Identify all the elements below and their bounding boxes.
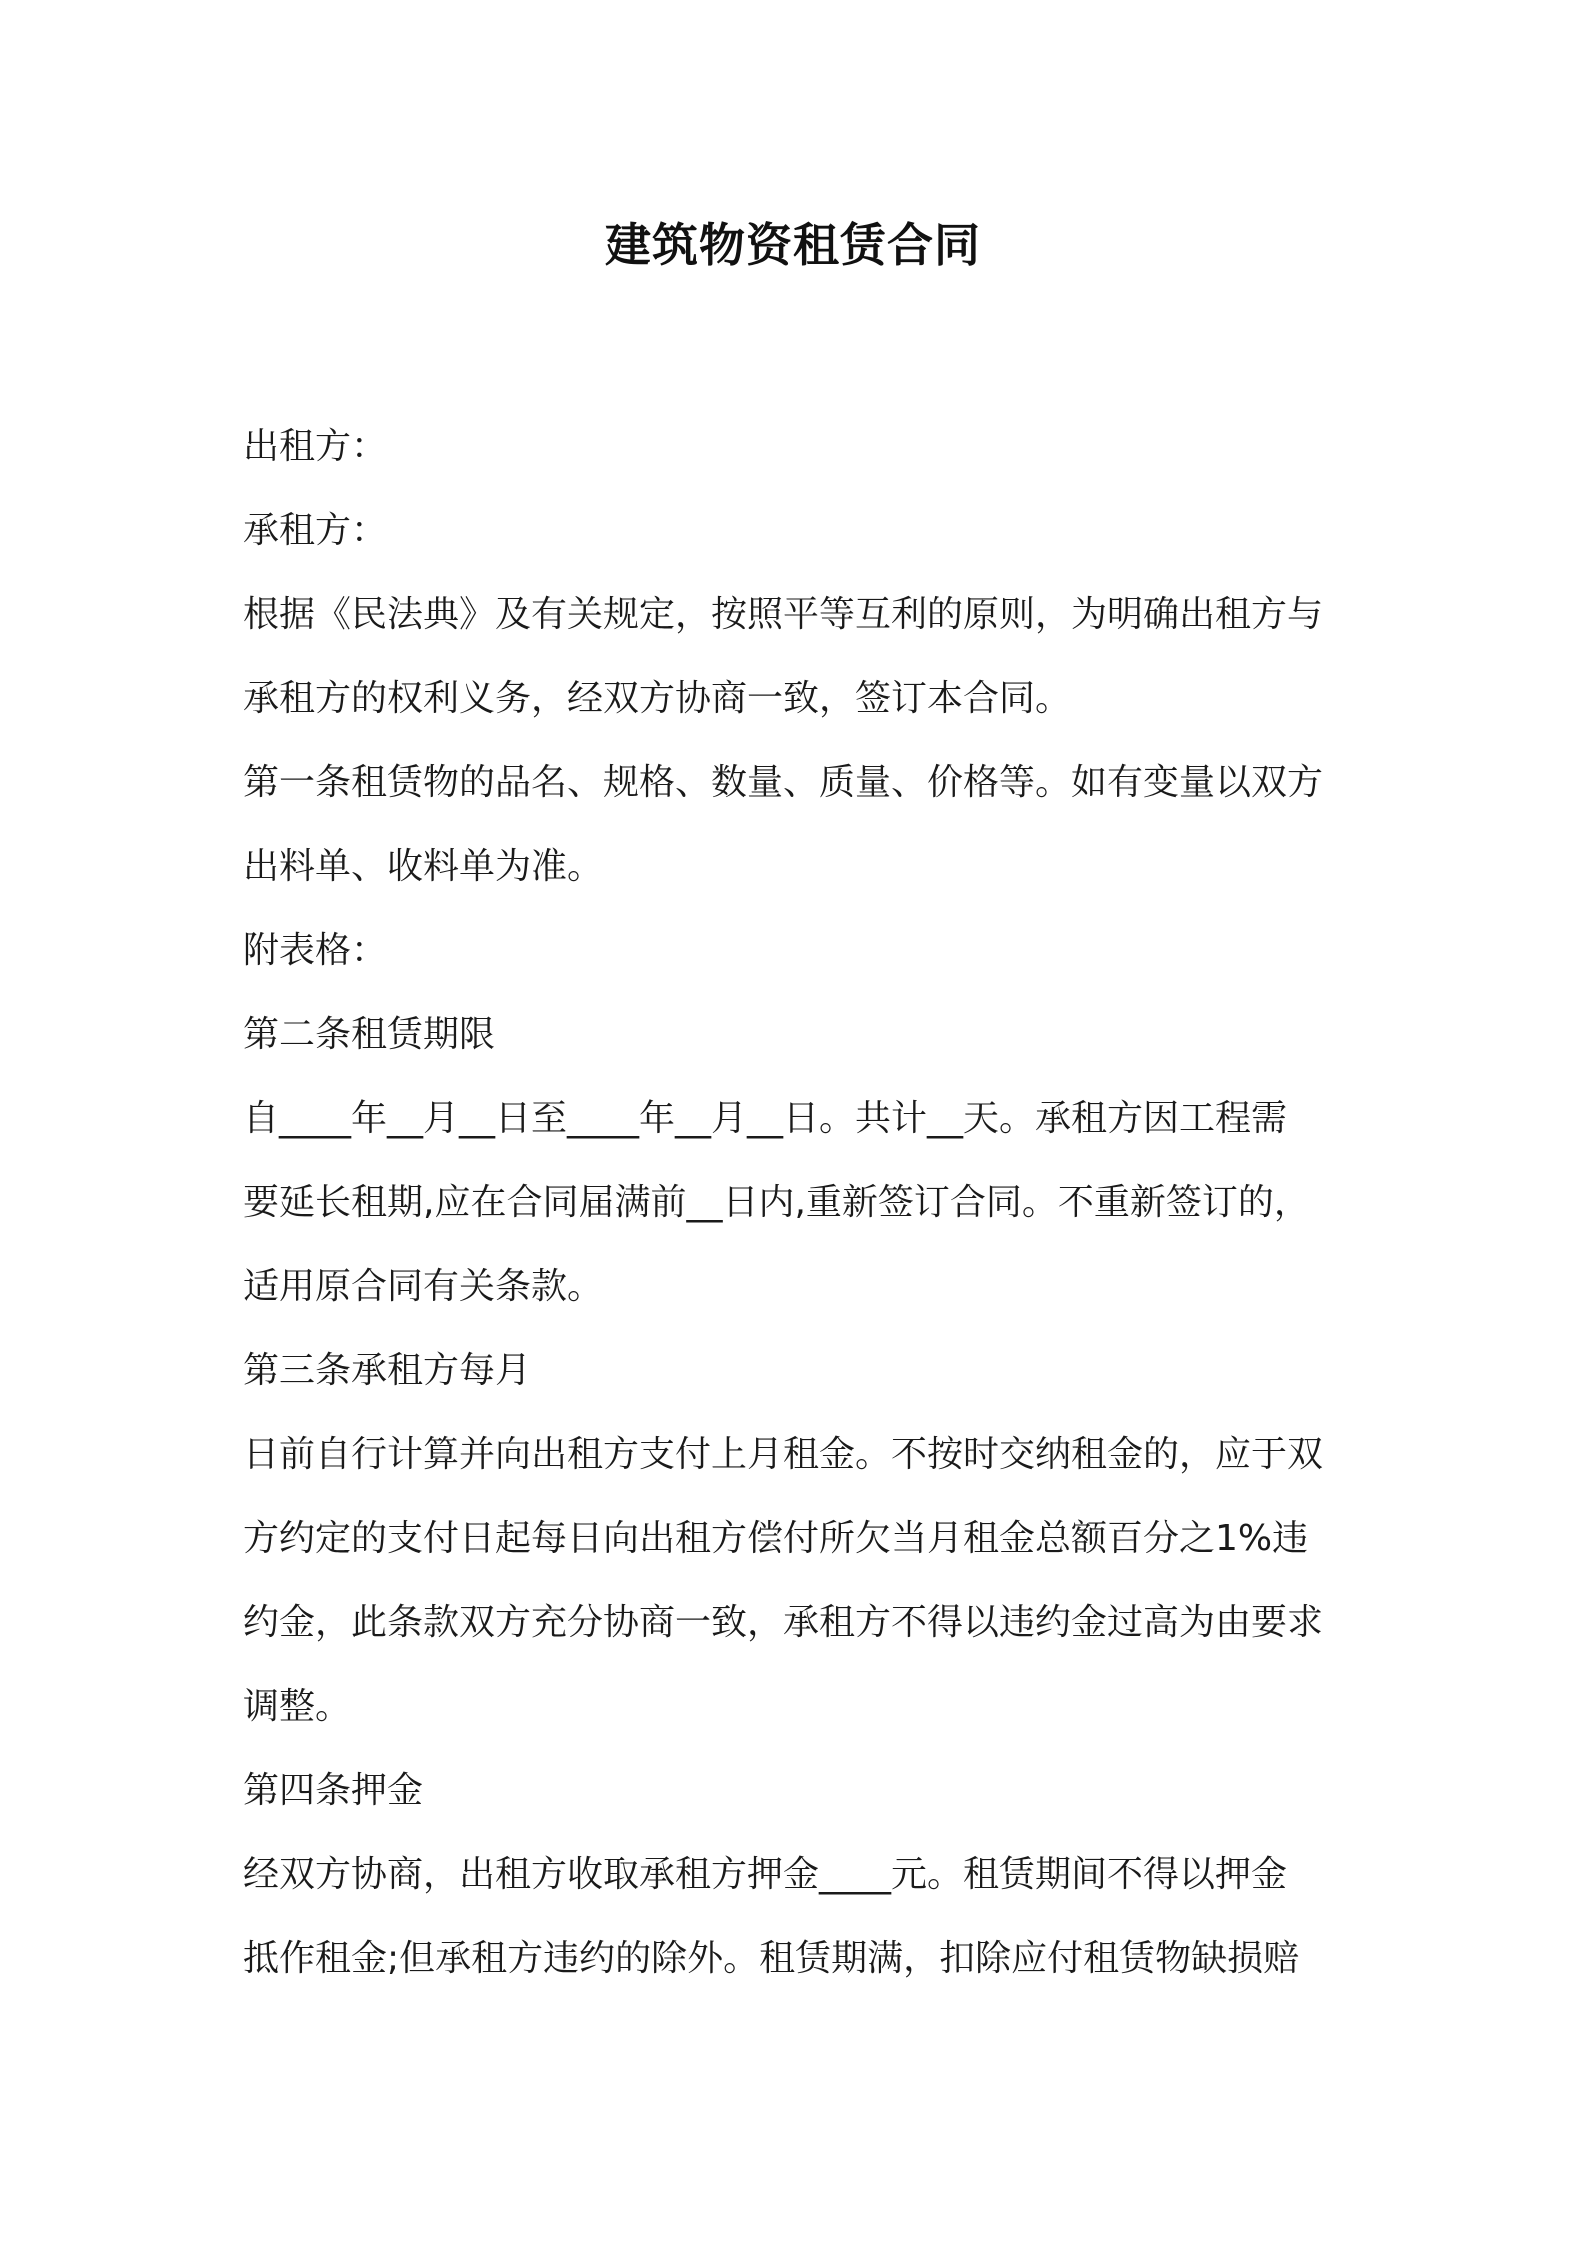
text-line-attachment: 附表格： xyxy=(243,930,388,971)
text-line-preamble-2: 承租方的权利义务，经双方协商一致，签订本合同。 xyxy=(243,678,1072,719)
text-line-lessee: 承租方： xyxy=(243,510,388,551)
text-line-preamble-1: 根据《民法典》及有关规定，按照平等互利的原则，为明确出租方与 xyxy=(243,594,1324,635)
document-body xyxy=(243,405,1353,2001)
text-line-article-4-heading: 第四条押金 xyxy=(243,1770,424,1811)
text-line-article-1-a: 第一条租赁物的品名、规格、数量、质量、价格等。如有变量以双方 xyxy=(243,762,1324,803)
text-line-article-3-a: 日前自行计算并向出租方支付上月租金。不按时交纳租金的，应于双 xyxy=(243,1434,1324,1475)
text-line-article-3-c: 约金，此条款双方充分协商一致，承租方不得以违约金过高为由要求 xyxy=(243,1602,1324,1643)
text-line-article-2-a: 自____年__月__日至____年__月__日。共计__天。承租方因工程需 xyxy=(243,1098,1288,1139)
text-line-article-3-heading: 第三条承租方每月 xyxy=(243,1350,532,1391)
text-line-lessor: 出租方： xyxy=(243,426,388,467)
text-line-article-3-d: 调整。 xyxy=(243,1686,352,1727)
text-line-article-2-heading: 第二条租赁期限 xyxy=(243,1014,496,1055)
text-line-article-2-c: 适用原合同有关条款。 xyxy=(243,1266,604,1307)
text-line-article-1-b: 出料单、收料单为准。 xyxy=(243,846,604,887)
text-line-article-4-a: 经双方协商，出租方收取承租方押金____元。租赁期间不得以押金 xyxy=(243,1854,1288,1895)
text-line-article-2-b: 要延长租期,应在合同届满前__日内,重新签订合同。不重新签订的， xyxy=(243,1182,1310,1223)
text-line-article-3-b: 方约定的支付日起每日向出租方偿付所欠当月租金总额百分之1%违 xyxy=(243,1518,1309,1559)
document-title: 建筑物资租赁合同 xyxy=(605,218,981,272)
text-line-article-4-b: 抵作租金;但承租方违约的除外。租赁期满，扣除应付租赁物缺损赔 xyxy=(243,1938,1300,1979)
